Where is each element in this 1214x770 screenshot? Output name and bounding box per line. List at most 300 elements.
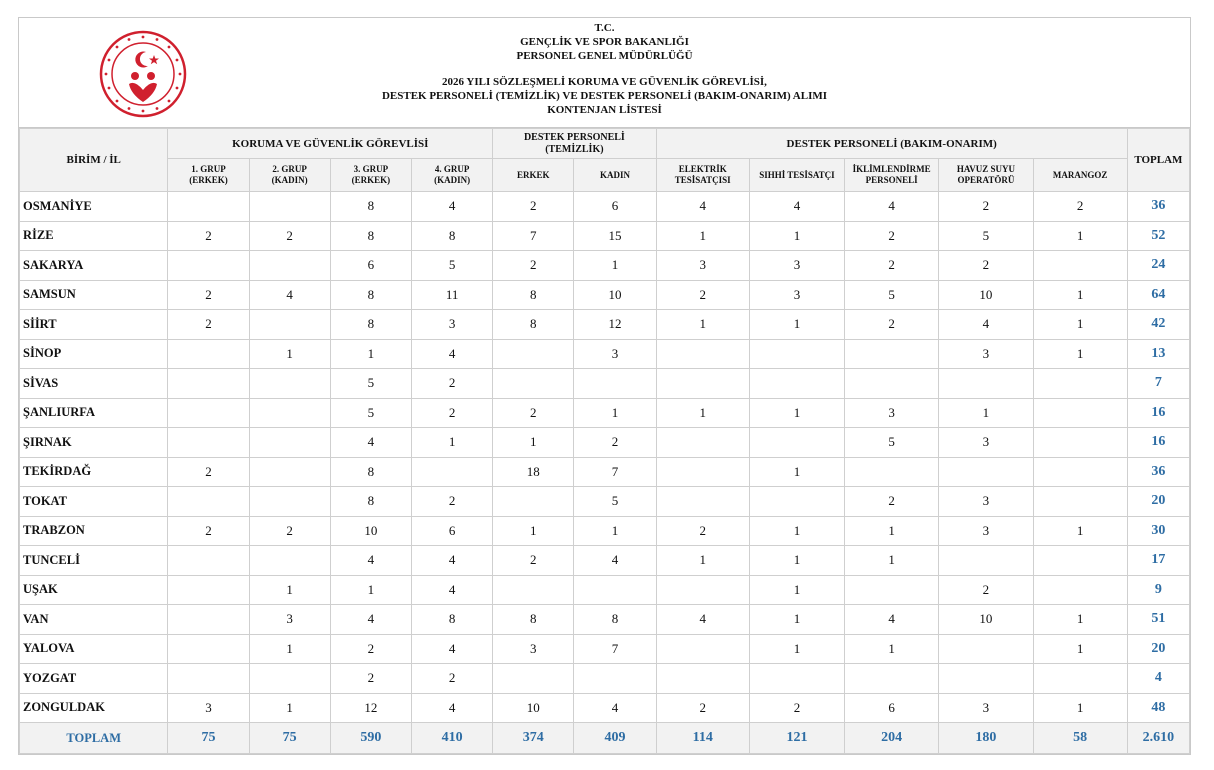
column-total: 204 [845, 723, 939, 754]
quota-cell: 2 [493, 251, 574, 281]
quota-cell: 1 [749, 575, 844, 605]
subheader-line1: 3. GRUP [353, 164, 389, 174]
subheader-line2: (KADIN) [271, 175, 308, 185]
quota-cell: 4 [330, 428, 411, 458]
quota-cell: 2 [330, 664, 411, 694]
quota-cell: 4 [574, 693, 656, 723]
table-row [20, 605, 1190, 635]
quota-cell: 4 [411, 575, 492, 605]
column-total: 75 [168, 723, 249, 754]
total-row [20, 723, 1190, 754]
document-titles [19, 21, 1190, 117]
subheader-line1: 4. GRUP [434, 164, 470, 174]
quota-cell: 3 [656, 251, 749, 281]
title-quota-list: KONTENJAN LİSTESİ [547, 104, 662, 116]
title-ministry: GENÇLİK VE SPOR BAKANLIĞI [520, 36, 689, 48]
quota-cell: 2 [168, 457, 249, 487]
subheader-3 [411, 159, 492, 192]
quota-cell: 1 [574, 398, 656, 428]
quota-cell [493, 339, 574, 369]
subheader-5 [574, 159, 656, 192]
subheader-9 [939, 159, 1033, 192]
province-name: SAMSUN [20, 280, 168, 310]
quota-cell: 1 [656, 310, 749, 340]
quota-cell: 1 [249, 575, 330, 605]
quota-cell [574, 664, 656, 694]
quota-cell [168, 605, 249, 635]
subheader-line1: ELEKTRİK [678, 164, 727, 174]
quota-cell: 8 [330, 192, 411, 222]
quota-cell: 1 [749, 634, 844, 664]
quota-cell: 8 [330, 487, 411, 517]
province-name: YALOVA [20, 634, 168, 664]
quota-cell: 6 [574, 192, 656, 222]
quota-cell: 1 [1033, 605, 1127, 635]
quota-cell [249, 428, 330, 458]
quota-cell [939, 634, 1033, 664]
quota-cell [493, 369, 574, 399]
quota-cell: 1 [749, 516, 844, 546]
quota-cell [656, 339, 749, 369]
row-total: 48 [1127, 693, 1189, 723]
province-name: TEKİRDAĞ [20, 457, 168, 487]
quota-cell: 3 [939, 339, 1033, 369]
quota-cell: 7 [574, 634, 656, 664]
quota-cell: 1 [1033, 280, 1127, 310]
quota-cell: 1 [493, 516, 574, 546]
quota-cell [168, 428, 249, 458]
quota-cell: 11 [411, 280, 492, 310]
province-name: TOKAT [20, 487, 168, 517]
document-header [19, 18, 1190, 128]
quota-cell: 1 [749, 221, 844, 251]
subheader-line1: ERKEK [517, 169, 550, 180]
row-total: 16 [1127, 398, 1189, 428]
quota-cell [168, 575, 249, 605]
quota-cell [939, 546, 1033, 576]
quota-cell: 3 [939, 487, 1033, 517]
province-name: SİVAS [20, 369, 168, 399]
quota-cell [845, 339, 939, 369]
quota-cell: 1 [749, 546, 844, 576]
subheader-line1: MARANGOZ [1052, 169, 1108, 180]
document-sheet [18, 17, 1191, 755]
row-total: 16 [1127, 428, 1189, 458]
column-total: 590 [330, 723, 411, 754]
quota-cell: 2 [845, 487, 939, 517]
quota-cell: 3 [249, 605, 330, 635]
quota-cell [249, 398, 330, 428]
quota-cell: 1 [249, 693, 330, 723]
province-name: SAKARYA [20, 251, 168, 281]
quota-cell [249, 546, 330, 576]
subheader-line2: (ERKEK) [351, 175, 391, 185]
quota-cell: 2 [845, 251, 939, 281]
header-cleaning-group [493, 129, 656, 159]
quota-cell [249, 664, 330, 694]
quota-cell [845, 369, 939, 399]
total-label: TOPLAM [20, 723, 168, 754]
quota-cell: 3 [845, 398, 939, 428]
quota-cell: 3 [574, 339, 656, 369]
quota-cell: 2 [249, 221, 330, 251]
quota-cell: 1 [574, 516, 656, 546]
quota-cell [168, 192, 249, 222]
quota-cell [493, 664, 574, 694]
quota-cell: 2 [411, 398, 492, 428]
quota-cell: 2 [939, 575, 1033, 605]
quota-cell: 1 [411, 428, 492, 458]
row-total: 20 [1127, 487, 1189, 517]
quota-cell [749, 487, 844, 517]
quota-cell: 2 [168, 516, 249, 546]
quota-cell: 1 [749, 310, 844, 340]
quota-cell: 10 [574, 280, 656, 310]
quota-cell: 2 [168, 310, 249, 340]
quota-cell [749, 428, 844, 458]
quota-cell: 2 [493, 398, 574, 428]
quota-cell: 5 [939, 221, 1033, 251]
quota-cell [168, 369, 249, 399]
quota-cell: 2 [168, 280, 249, 310]
quota-cell: 6 [845, 693, 939, 723]
quota-cell: 1 [656, 221, 749, 251]
table-row [20, 221, 1190, 251]
quota-cell: 1 [493, 428, 574, 458]
quota-cell [574, 369, 656, 399]
subheader-4 [493, 159, 574, 192]
quota-cell [656, 457, 749, 487]
table-row [20, 457, 1190, 487]
quota-cell: 1 [249, 634, 330, 664]
column-total: 114 [656, 723, 749, 754]
quota-cell [656, 369, 749, 399]
province-name: OSMANİYE [20, 192, 168, 222]
quota-cell: 6 [330, 251, 411, 281]
title-directorate: PERSONEL GENEL MÜDÜRLÜĞÜ [516, 50, 693, 62]
table-row [20, 575, 1190, 605]
quota-cell [574, 575, 656, 605]
quota-cell: 1 [749, 605, 844, 635]
province-name: SİİRT [20, 310, 168, 340]
quota-cell [168, 251, 249, 281]
province-name: ŞANLIURFA [20, 398, 168, 428]
quota-cell: 1 [749, 457, 844, 487]
quota-cell [1033, 398, 1127, 428]
title-recruitment-line2: DESTEK PERSONELİ (TEMİZLİK) VE DESTEK PERSONELİ (BAKIM-ONARIM) ALIMI [381, 90, 828, 102]
table-row [20, 546, 1190, 576]
row-total: 24 [1127, 251, 1189, 281]
quota-cell: 4 [939, 310, 1033, 340]
quota-cell [1033, 251, 1127, 281]
quota-cell [249, 487, 330, 517]
quota-cell: 2 [656, 280, 749, 310]
quota-cell: 2 [845, 221, 939, 251]
quota-cell: 1 [330, 339, 411, 369]
quota-cell [168, 487, 249, 517]
quota-cell: 1 [656, 398, 749, 428]
quota-cell: 3 [939, 428, 1033, 458]
quota-cell: 8 [574, 605, 656, 635]
subheader-line2: OPERATÖRÜ [957, 175, 1015, 185]
subheader-1 [249, 159, 330, 192]
row-total: 9 [1127, 575, 1189, 605]
grand-total: 2.610 [1127, 723, 1189, 754]
column-total: 75 [249, 723, 330, 754]
column-total: 121 [749, 723, 844, 754]
quota-cell: 1 [656, 546, 749, 576]
table-row [20, 664, 1190, 694]
quota-cell [939, 664, 1033, 694]
quota-cell [1033, 369, 1127, 399]
subheader-line1: İKLİMLENDİRME [852, 164, 931, 174]
quota-cell: 8 [493, 280, 574, 310]
quota-cell [749, 369, 844, 399]
quota-cell [845, 664, 939, 694]
quota-cell: 2 [493, 546, 574, 576]
quota-cell [845, 457, 939, 487]
quota-cell: 8 [411, 605, 492, 635]
quota-cell: 3 [939, 516, 1033, 546]
row-total: 30 [1127, 516, 1189, 546]
header-toplam: TOPLAM [1127, 129, 1189, 192]
subheader-0 [168, 159, 249, 192]
quota-cell: 8 [330, 310, 411, 340]
header-security-group: KORUMA VE GÜVENLİK GÖREVLİSİ [168, 129, 493, 159]
column-total: 410 [411, 723, 492, 754]
quota-cell: 4 [411, 339, 492, 369]
title-recruitment-line1: 2026 YILI SÖZLEŞMELİ KORUMA VE GÜVENLİK GÖREVLİSİ, [442, 76, 767, 88]
subheader-line1: HAVUZ SUYU [956, 164, 1015, 174]
quota-cell: 1 [939, 398, 1033, 428]
quota-cell [749, 339, 844, 369]
quota-cell [1033, 457, 1127, 487]
quota-cell: 8 [493, 605, 574, 635]
quota-cell: 1 [845, 634, 939, 664]
quota-cell: 3 [168, 693, 249, 723]
quota-cell: 2 [168, 221, 249, 251]
quota-cell [1033, 664, 1127, 694]
quota-cell: 1 [1033, 516, 1127, 546]
quota-cell [656, 428, 749, 458]
quota-cell: 2 [330, 634, 411, 664]
quota-cell [168, 634, 249, 664]
quota-cell [493, 487, 574, 517]
table-row [20, 339, 1190, 369]
quota-cell [1033, 546, 1127, 576]
column-total: 409 [574, 723, 656, 754]
quota-cell: 5 [411, 251, 492, 281]
quota-cell [1033, 575, 1127, 605]
quota-cell [749, 664, 844, 694]
subheader-line1: KADIN [599, 169, 630, 180]
subheader-line2: (KADIN) [434, 175, 471, 185]
quota-cell: 4 [411, 192, 492, 222]
table-row [20, 634, 1190, 664]
quota-table [19, 128, 1190, 754]
quota-cell: 5 [845, 428, 939, 458]
quota-cell: 4 [330, 605, 411, 635]
quota-cell: 5 [845, 280, 939, 310]
quota-cell: 4 [411, 634, 492, 664]
quota-cell: 2 [411, 487, 492, 517]
quota-cell: 2 [656, 693, 749, 723]
row-total: 42 [1127, 310, 1189, 340]
quota-cell [656, 575, 749, 605]
table-row [20, 192, 1190, 222]
quota-cell: 6 [411, 516, 492, 546]
table-row [20, 428, 1190, 458]
quota-cell: 1 [749, 398, 844, 428]
quota-cell: 12 [574, 310, 656, 340]
quota-cell: 2 [411, 369, 492, 399]
row-total: 17 [1127, 546, 1189, 576]
quota-cell [411, 457, 492, 487]
quota-cell: 10 [939, 605, 1033, 635]
quota-cell: 12 [330, 693, 411, 723]
row-total: 20 [1127, 634, 1189, 664]
quota-cell: 2 [939, 192, 1033, 222]
row-total: 36 [1127, 457, 1189, 487]
province-name: ZONGULDAK [20, 693, 168, 723]
quota-cell [168, 664, 249, 694]
quota-cell: 3 [749, 251, 844, 281]
table-row [20, 516, 1190, 546]
quota-cell: 10 [493, 693, 574, 723]
quota-cell: 2 [845, 310, 939, 340]
quota-cell: 10 [330, 516, 411, 546]
quota-cell: 1 [1033, 221, 1127, 251]
quota-cell: 2 [656, 516, 749, 546]
province-name: ŞIRNAK [20, 428, 168, 458]
quota-cell [168, 398, 249, 428]
quota-cell [249, 251, 330, 281]
quota-cell: 1 [845, 546, 939, 576]
table-row [20, 251, 1190, 281]
quota-cell [249, 310, 330, 340]
quota-cell: 4 [574, 546, 656, 576]
column-total: 58 [1033, 723, 1127, 754]
quota-cell: 5 [330, 369, 411, 399]
province-name: TRABZON [20, 516, 168, 546]
quota-cell [249, 457, 330, 487]
header-cleaning-line2: (TEMİZLİK) [545, 143, 604, 155]
subheader-line1: 2. GRUP [272, 164, 307, 174]
row-total: 7 [1127, 369, 1189, 399]
subheader-line1: 1. GRUP [191, 164, 226, 174]
quota-cell: 4 [656, 605, 749, 635]
quota-cell: 1 [249, 339, 330, 369]
subheader-line1: SIHHİ TESİSATÇI [759, 169, 835, 180]
quota-cell: 8 [330, 457, 411, 487]
quota-cell: 2 [574, 428, 656, 458]
quota-cell: 4 [411, 693, 492, 723]
row-total: 4 [1127, 664, 1189, 694]
province-name: UŞAK [20, 575, 168, 605]
column-total: 180 [939, 723, 1033, 754]
quota-cell: 5 [574, 487, 656, 517]
quota-cell: 2 [749, 693, 844, 723]
quota-cell: 8 [411, 221, 492, 251]
quota-cell [939, 457, 1033, 487]
subheader-8 [845, 159, 939, 192]
quota-cell: 7 [493, 221, 574, 251]
subheader-6 [656, 159, 749, 192]
quota-cell: 4 [411, 546, 492, 576]
quota-cell [1033, 428, 1127, 458]
quota-cell: 2 [411, 664, 492, 694]
quota-cell [249, 192, 330, 222]
subheader-line2: (ERKEK) [189, 175, 228, 185]
table-row [20, 398, 1190, 428]
header-maintenance-group: DESTEK PERSONELİ (BAKIM-ONARIM) [656, 129, 1127, 159]
quota-cell: 4 [749, 192, 844, 222]
subheader-line2: PERSONELİ [865, 175, 918, 185]
row-total: 13 [1127, 339, 1189, 369]
quota-cell: 8 [330, 280, 411, 310]
subheader-2 [330, 159, 411, 192]
quota-cell: 3 [493, 634, 574, 664]
quota-cell [656, 664, 749, 694]
quota-cell: 2 [939, 251, 1033, 281]
quota-cell: 1 [1033, 339, 1127, 369]
quota-cell [656, 487, 749, 517]
quota-cell: 2 [249, 516, 330, 546]
quota-cell: 3 [749, 280, 844, 310]
header-birim: BİRİM / İL [20, 129, 168, 192]
quota-cell: 18 [493, 457, 574, 487]
province-name: SİNOP [20, 339, 168, 369]
subheader-line2: TESİSATÇISI [674, 175, 731, 185]
quota-cell: 10 [939, 280, 1033, 310]
row-total: 64 [1127, 280, 1189, 310]
quota-cell: 4 [845, 605, 939, 635]
quota-cell [1033, 487, 1127, 517]
row-total: 36 [1127, 192, 1189, 222]
table-row [20, 310, 1190, 340]
column-total: 374 [493, 723, 574, 754]
table-row [20, 280, 1190, 310]
quota-cell: 4 [330, 546, 411, 576]
quota-cell [939, 369, 1033, 399]
quota-cell: 2 [493, 192, 574, 222]
quota-cell [656, 634, 749, 664]
row-total: 51 [1127, 605, 1189, 635]
title-tc: T.C. [594, 22, 615, 34]
quota-cell: 8 [493, 310, 574, 340]
quota-cell: 1 [1033, 693, 1127, 723]
quota-cell [168, 339, 249, 369]
quota-cell: 15 [574, 221, 656, 251]
province-name: RİZE [20, 221, 168, 251]
subheader-10 [1033, 159, 1127, 192]
province-name: YOZGAT [20, 664, 168, 694]
quota-cell [493, 575, 574, 605]
header-cleaning-line1: DESTEK PERSONELİ [523, 131, 625, 143]
province-name: TUNCELİ [20, 546, 168, 576]
quota-cell [845, 575, 939, 605]
quota-cell: 7 [574, 457, 656, 487]
province-name: VAN [20, 605, 168, 635]
quota-cell: 3 [939, 693, 1033, 723]
quota-cell: 4 [845, 192, 939, 222]
quota-cell: 3 [411, 310, 492, 340]
quota-cell: 1 [1033, 310, 1127, 340]
quota-cell [249, 369, 330, 399]
table-row [20, 487, 1190, 517]
quota-cell: 8 [330, 221, 411, 251]
quota-cell: 2 [1033, 192, 1127, 222]
